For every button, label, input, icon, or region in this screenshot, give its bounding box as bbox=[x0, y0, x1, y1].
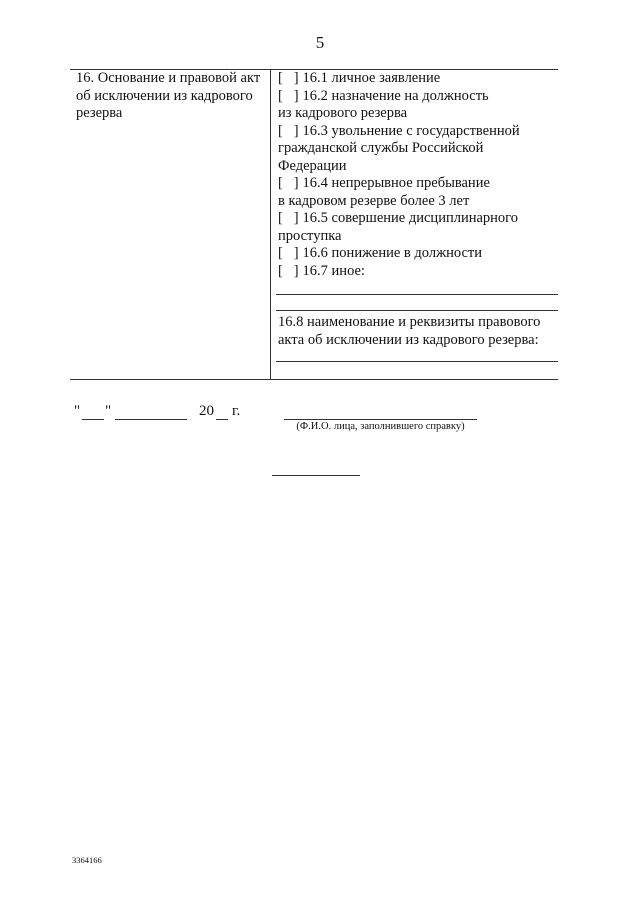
option-label: 16.1 личное заявление bbox=[302, 70, 441, 86]
date-day-open-quote: " bbox=[74, 403, 81, 419]
option-label: 16.2 назначение на должность bbox=[302, 87, 489, 104]
option-label-continuation: в кадровом резерве более 3 лет bbox=[278, 192, 470, 209]
option-16-1[interactable] bbox=[278, 70, 560, 88]
checkbox[interactable]: [ ] bbox=[278, 175, 299, 191]
date-day-blank[interactable] bbox=[82, 419, 104, 420]
page-number: 5 bbox=[315, 33, 325, 52]
signature-line[interactable] bbox=[284, 419, 477, 420]
section-label bbox=[76, 70, 268, 123]
legal-act-label bbox=[278, 314, 560, 349]
option-label-continuation: проступка bbox=[278, 227, 342, 244]
option-label-continuation: из кадрового резерва bbox=[278, 105, 408, 121]
section-label-line: резерва bbox=[76, 105, 123, 121]
option-label: 16.7 иное: bbox=[302, 262, 365, 279]
table-bottom-rule bbox=[70, 379, 558, 380]
option-16-2[interactable] bbox=[278, 88, 560, 106]
option-label: 16.3 увольнение с государственной bbox=[302, 122, 520, 139]
date-year-blank[interactable] bbox=[216, 419, 228, 420]
option-label: 16.5 совершение дисциплинарного bbox=[302, 210, 519, 226]
exclusion-options bbox=[278, 70, 560, 280]
document-code: 3364166 bbox=[72, 855, 102, 865]
table-column-divider bbox=[270, 69, 271, 380]
checkbox[interactable]: [ ] bbox=[278, 70, 299, 86]
date-year-prefix: 20 bbox=[199, 403, 214, 419]
signature-caption: (Ф.И.О. лица, заполнившего справку) bbox=[296, 421, 465, 432]
option-label-continuation: Федерации bbox=[278, 157, 347, 174]
option-16-7[interactable] bbox=[278, 263, 560, 281]
option-label: 16.6 понижение в должности bbox=[302, 245, 482, 261]
checkbox[interactable]: [ ] bbox=[278, 87, 299, 104]
checkbox[interactable]: [ ] bbox=[278, 245, 299, 261]
date-day-close-quote: " bbox=[105, 403, 112, 419]
checkbox[interactable]: [ ] bbox=[278, 122, 299, 139]
option-16-6[interactable] bbox=[278, 245, 560, 263]
checkbox[interactable]: [ ] bbox=[278, 210, 299, 226]
legal-act-label-line: акта об исключении из кадрового резерва: bbox=[278, 331, 539, 348]
other-reason-line[interactable] bbox=[276, 294, 558, 295]
other-reason-line[interactable] bbox=[276, 310, 558, 311]
option-label: 16.4 непрерывное пребывание bbox=[302, 175, 490, 191]
option-16-3[interactable] bbox=[278, 123, 560, 141]
section-label-line: об исключении из кадрового bbox=[76, 87, 253, 104]
date-month-blank[interactable] bbox=[115, 419, 187, 420]
legal-act-line[interactable] bbox=[276, 361, 558, 362]
option-label-continuation: гражданской службы Российской bbox=[278, 140, 484, 156]
legal-act-label-line: 16.8 наименование и реквизиты правового bbox=[278, 314, 541, 330]
checkbox[interactable]: [ ] bbox=[278, 262, 299, 279]
section-label-line: 16. Основание и правовой акт bbox=[76, 70, 261, 86]
date-year-suffix: г. bbox=[232, 403, 241, 419]
closing-rule bbox=[272, 475, 360, 476]
option-16-5[interactable] bbox=[278, 210, 560, 228]
option-16-4[interactable] bbox=[278, 175, 560, 193]
